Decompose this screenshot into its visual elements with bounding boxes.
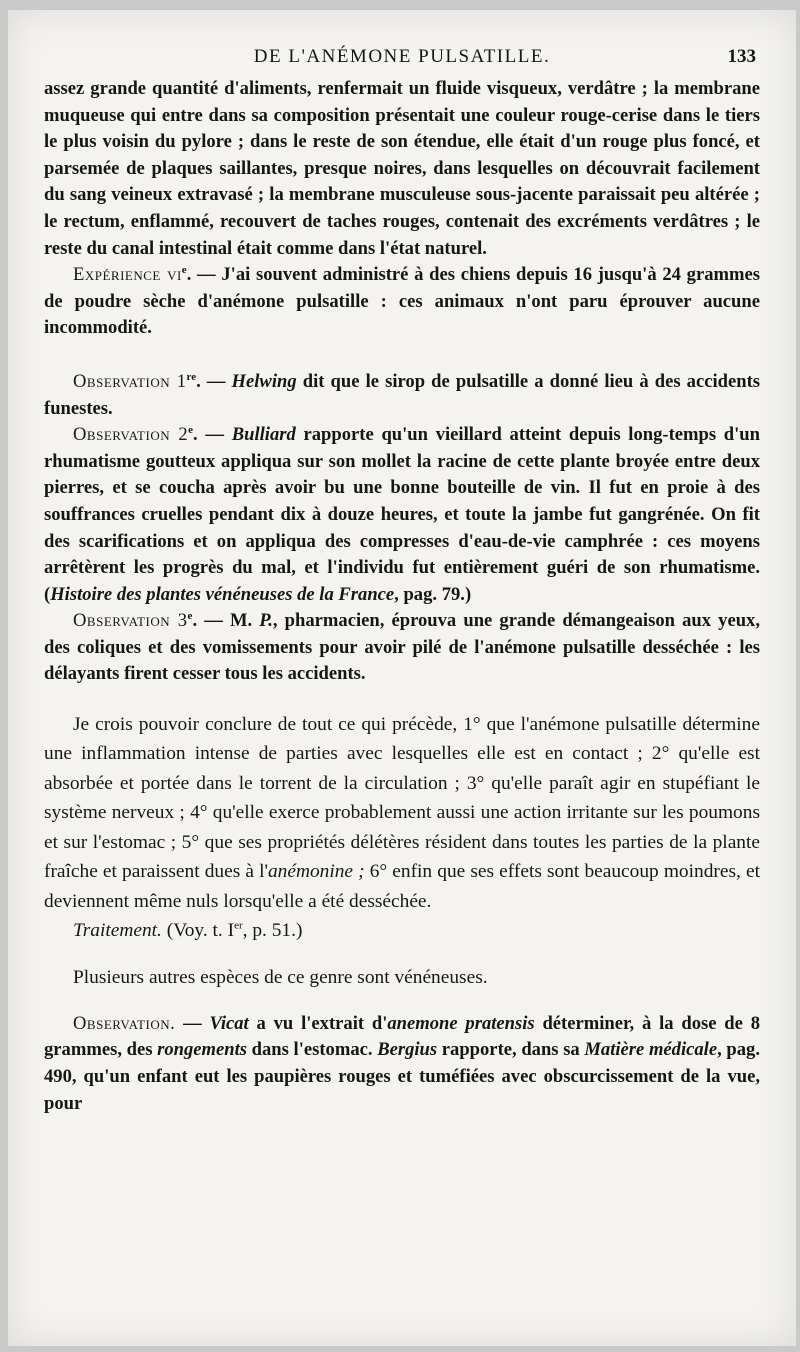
- observation-final-species: anemone pratensis: [387, 1012, 535, 1034]
- conclusion-anemonine: anémonine ;: [267, 861, 365, 883]
- observation-1-author: Helwing: [231, 370, 297, 392]
- observation-3-label: Observation 3: [73, 610, 188, 632]
- observation-3-author: P.: [259, 610, 273, 632]
- traitement-text: (Voy. t. I: [161, 919, 235, 941]
- observation-2-reference: Histoire des plantes vénéneuses de la France: [50, 583, 395, 605]
- observation-1-sup: re: [186, 370, 197, 383]
- observation-final-dash: —: [175, 1012, 210, 1034]
- traitement-label: Traitement.: [73, 919, 162, 941]
- traitement-sup: er: [234, 919, 243, 932]
- experience-sup: e: [181, 263, 187, 276]
- observation-final-text-4: rapporte, dans sa: [437, 1039, 585, 1061]
- observation-2-label: Observation 2: [73, 424, 189, 446]
- book-page: [8, 10, 796, 1346]
- observation-final-author-2: Bergius: [377, 1039, 438, 1061]
- species-line: Plusieurs autres espèces de ce genre sont vénéneuses.: [73, 967, 488, 989]
- observation-final-rongements: rongements: [157, 1039, 247, 1061]
- observation-2-dash: . —: [193, 424, 232, 446]
- observation-2-sup: e: [188, 423, 194, 436]
- traitement-end: , p. 51.): [242, 919, 303, 941]
- observation-1-dash: . —: [196, 370, 232, 392]
- traitement-line: [44, 916, 760, 945]
- observation-3-text: , pharmacien, éprouva une grande démangeaison aux yeux, des coliques et des vomissements pour avoir pilé de l'anémone pulsatille desséchée : les délayants firent cesser tous les accidents.: [44, 610, 760, 685]
- observation-final-text-2: déterminer, à la dose de 8 grammes, des: [44, 1012, 760, 1061]
- spacer: [44, 688, 760, 710]
- running-title: DE L'ANÉMONE PULSATILLE.: [253, 46, 551, 67]
- observation-final: [44, 1011, 760, 1117]
- observation-final-text-5: , pag. 490, qu'un enfant eut les paupières rouges et tuméfiées avec obscurcissement de la vue, pour: [44, 1039, 760, 1114]
- observation-1-label: Observation 1: [73, 370, 187, 392]
- paragraph-stomach-description: assez grande quantité d'aliments, renfermait un fluide visqueux, verdâtre ; la membrane muqueuse qui entre dans sa composition présentait une couleur rouge-cerise dans le tiers le plus voisin du pylore ; dans le reste de son étendue, elle était d'un rouge plus foncé, et parsemée de plaques saillantes, presque noires, dans lesquelles on découvrait facilement du sang veineux extravasé ; la membrane musculeuse sous-jacente paraissait peu altérée ; le rectum, enflammé, recouvert de taches rouges, contenait des excréments verdâtres ; le reste du canal intestinal était comme dans l'état naturel.: [44, 78, 760, 259]
- observation-final-book: Matière médicale: [584, 1039, 718, 1061]
- conclusion-section: [44, 710, 760, 993]
- conclusion-text-a: Je crois pouvoir conclure de tout ce qui précède, 1° que l'anémone pulsatille détermine une inflammation intense de parties avec lesquelles elle est en contact ; 2° qu'elle est absorbée et portée dans le torrent de la circulation ; 3° qu'elle paraît agir en stupéfiant le système nerveux ; 4° qu'elle exerce probablement aussi une action irritante sur les poumons et sur l'estomac ; 5° que ses propriétés délétères résident dans toutes les parties de la plante fraîche et paraissent dues à l': [44, 714, 760, 883]
- observation-3-sup: e: [187, 610, 193, 623]
- observation-final-text-3: dans l'estomac.: [247, 1039, 378, 1061]
- observation-1: [44, 369, 760, 422]
- observation-2-author: Bulliard: [231, 424, 296, 446]
- experience-label: Expérience vi: [73, 264, 182, 286]
- observation-2-text: rapporte qu'un vieillard atteint depuis long-temps d'un rhumatisme goutteux appliqua sur son mollet la racine de cette plante broyée entre deux pierres, et se coucha après avoir bu une bonne bouteille de vin. Il fut en proie à des souffrances cruelles pendant dix à douze heures, et toute la jambe fut gangrénée. On fit des scarifications et on appliqua des compresses d'eau-de-vie camphrée : ces moyens arrêtèrent les progrès du mal, et l'individu fut entièrement guéri de son rhumatisme. (: [44, 424, 760, 605]
- spacer: [44, 945, 760, 963]
- experience-text: . — J'ai souvent administré à des chiens depuis 16 jusqu'à 24 grammes de poudre sèche d'anémone pulsatille : ces animaux n'ont paru éprouver aucune incommodité.: [44, 264, 760, 339]
- observation-final-text-1: a vu l'extrait d': [248, 1012, 388, 1034]
- experience-6: [44, 262, 760, 342]
- observation-2-reference-end: , pag. 79.): [394, 583, 472, 605]
- spacer: [44, 342, 760, 369]
- page-body: [44, 76, 760, 1117]
- conclusion-paragraph: [44, 710, 760, 916]
- observation-1-text: dit que le sirop de pulsatille a donné lieu à des accidents funestes.: [44, 370, 760, 419]
- observation-3: [44, 608, 760, 688]
- page-number: 133: [727, 46, 756, 67]
- conclusion-text-b: 6° enfin que ses effets sont beaucoup moindres, et deviennent même nuls lorsqu'elle a été desséchée.: [44, 861, 760, 912]
- observation-3-dash: . — M.: [192, 610, 260, 632]
- observation-final-label: Observation.: [73, 1012, 176, 1034]
- observation-2: [44, 422, 760, 608]
- running-header: [48, 46, 756, 72]
- observation-final-author-1: Vicat: [209, 1012, 249, 1034]
- spacer: [44, 993, 760, 1011]
